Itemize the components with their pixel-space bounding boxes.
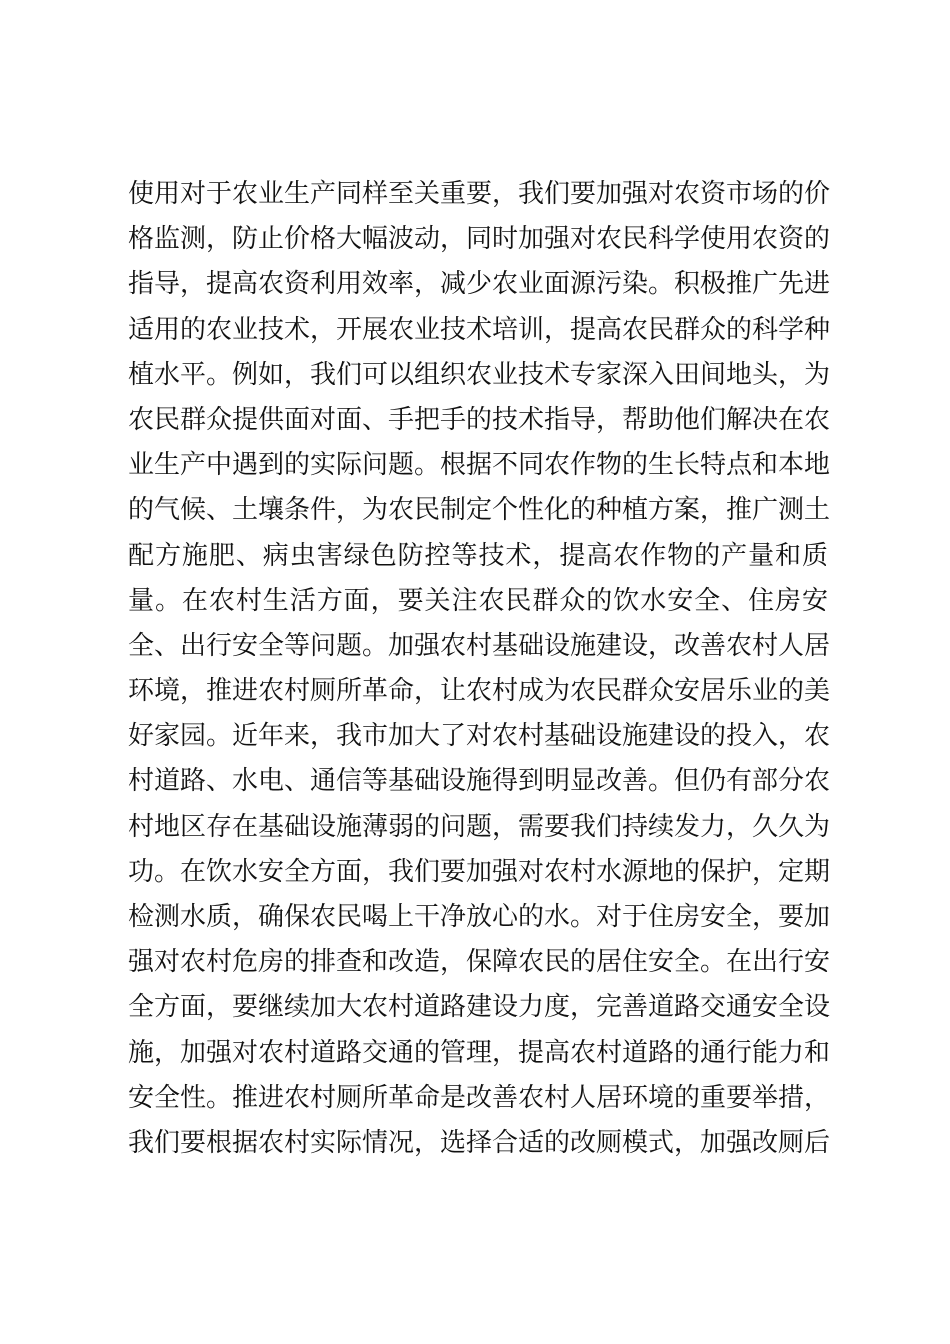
text-line: 适用的农业技术，开展农业技术培训，提高农民群众的科学种 [128,314,831,345]
text-line: 的气候、土壤条件，为农民制定个性化的种植方案，推广测土 [128,495,831,526]
text-line: 配方施肥、病虫害绿色防控等技术，提高农作物的产量和质 [128,540,828,571]
text-line: 检测水质，确保农民喝上干净放心的水。对于住房安全，要加 [128,902,831,932]
text-line: 农民群众提供面对面、手把手的技术指导，帮助他们解决在农 [128,404,831,435]
text-line: 全方面，要继续加大农村道路建设力度，完善道路交通安全设 [128,992,831,1023]
text-line: 村地区存在基础设施薄弱的问题，需要我们持续发力，久久为 [128,811,831,842]
text-line: 全、出行安全等问题。加强农村基础设施建设，改善农村人居 [128,630,831,661]
text-line: 安全性。推进农村厕所革命是改善农村人居环境的重要举措， [128,1082,831,1113]
text-line: 指导，提高农资利用效率，减少农业面源污染。积极推广先进 [128,269,831,300]
text-line: 我们要根据农村实际情况，选择合适的改厕模式，加强改厕后 [128,1127,831,1158]
text-line: 功。在饮水安全方面，我们要加强对农村水源地的保护，定期 [128,856,831,887]
body-text [128,172,831,1166]
text-line: 环境，推进农村厕所革命，让农村成为农民群众安居乐业的美 [128,676,831,707]
text-line: 格监测，防止价格大幅波动，同时加强对农民科学使用农资的 [128,224,831,255]
text-line: 植水平。例如，我们可以组织农业技术专家深入田间地头，为 [128,359,831,390]
text-line: 好家园。近年来，我市加大了对农村基础设施建设的投入，农 [128,721,831,752]
text-line: 强对农村危房的排查和改造，保障农民的居住安全。在出行安 [128,947,831,978]
text-line: 量。在农村生活方面，要关注农民群众的饮水安全、住房安 [128,585,828,616]
text-line: 村道路、水电、通信等基础设施得到明显改善。但仍有部分农 [128,766,831,797]
text-line: 使用对于农业生产同样至关重要，我们要加强对农资市场的价 [128,179,831,209]
text-line: 施，加强对农村道路交通的管理，提高农村道路的通行能力和 [128,1037,831,1068]
text-line: 业生产中遇到的实际问题。根据不同农作物的生长特点和本地 [128,450,831,481]
